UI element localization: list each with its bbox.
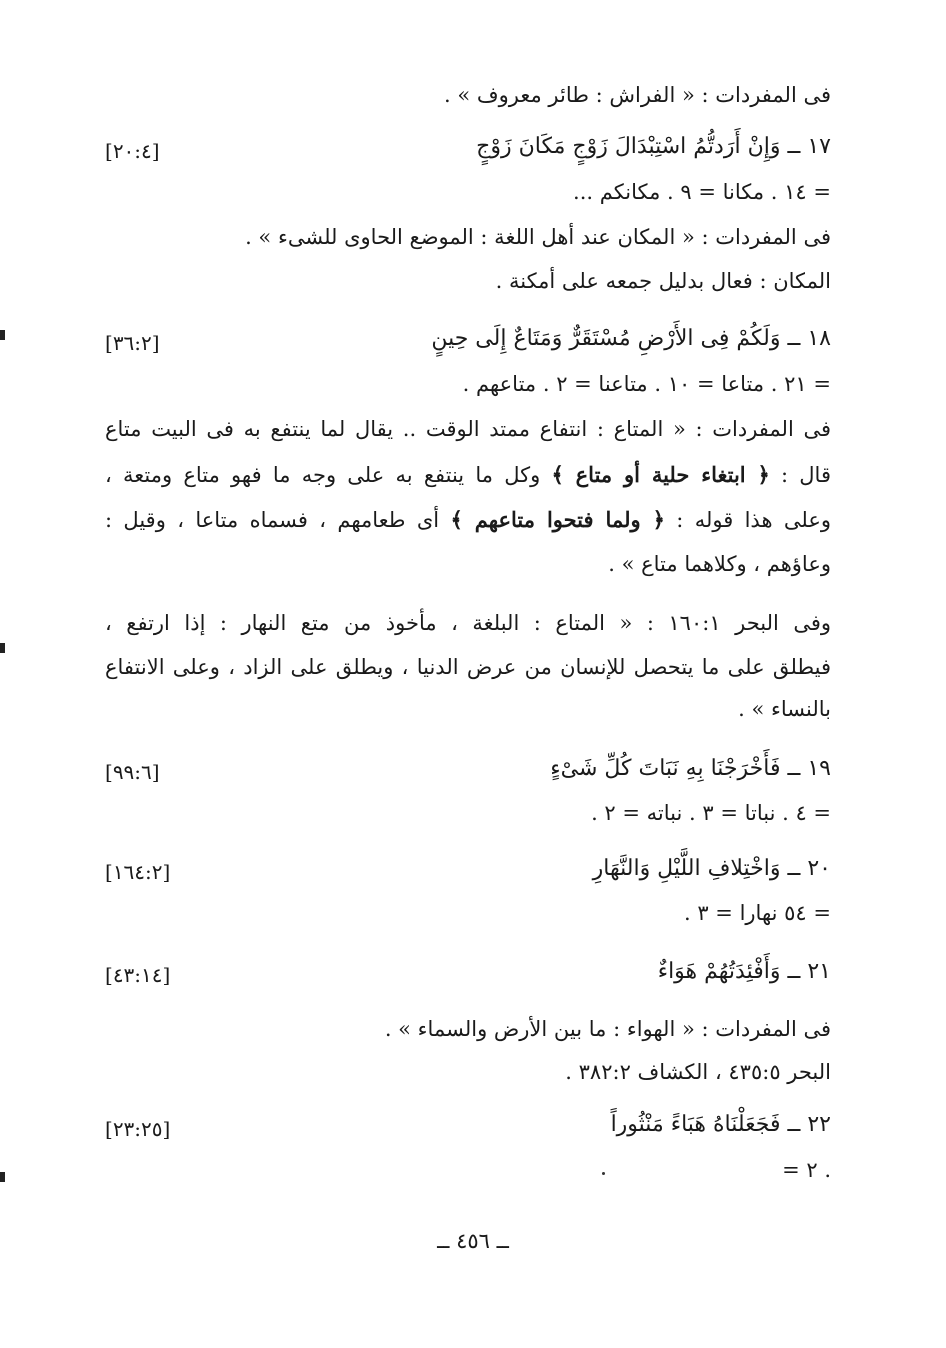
text-line: البحر ٤٣٥:٥ ، الكشاف ٣٨٢:٢ .: [565, 1060, 831, 1084]
verse-reference: [١٦٤:٢]: [105, 860, 171, 884]
margin-mark: [0, 643, 5, 653]
margin-mark: [0, 1172, 5, 1182]
verse-reference: [٢٠:٤]: [105, 139, 160, 163]
verse-18: ١٨ ــ وَلَكُمْ فِى الأَرْضِ مُسْتَقَرٌّ وَمَتَاعٌ إِلَى حِينٍ: [431, 326, 831, 351]
verse-17: ١٧ ــ وَإِنْ أَرَدتُّمُ اسْتِبْدَالَ زَوْجٍ مَكَانَ زَوْجٍ: [476, 134, 831, 159]
text-line: = ١٤ . مكانا = ٩ . مكانكم ...: [573, 180, 831, 204]
verse-19: ١٩ ــ فَأَخْرَجْنَا بِهِ نَبَاتَ كُلِّ شَىْءٍ: [550, 756, 831, 781]
ink-speck: [602, 1172, 605, 1175]
verse-reference: [٢٣:٢٥]: [105, 1117, 171, 1141]
text-line: المكان : فعال بدليل جمعه على أمكنة .: [495, 269, 831, 293]
text-line: = ٥٤ نهارا = ٣ .: [683, 901, 831, 925]
text-line: فى المفردات : « الهواء : ما بين الأرض والسماء » .: [384, 1017, 831, 1041]
text-line: فيطلق على ما يتحصل للإنسان من عرض الدنيا ، ويطلق على الزاد ، وعلى الانتفاع: [105, 655, 831, 679]
quoted-verse: ﴿ ابتغاء حلية أو متاع ﴾: [551, 462, 770, 487]
text-line: = ٢ .: [782, 1158, 831, 1182]
page-number: ــ ٤٥٦ ــ: [437, 1229, 509, 1253]
verse-reference: [٩٩:٦]: [105, 760, 160, 784]
quoted-verse: ﴿ ولما فتحوا متاعهم ﴾: [450, 507, 665, 532]
text-line: فى المفردات : « المتاع : انتفاع ممتد الوقت .. يقال لما ينتفع به فى البيت متاع: [105, 417, 831, 441]
text-line: = ٢١ . متاعا = ١٠ . متاعنا = ٢ . متاعهم .: [462, 372, 831, 396]
margin-mark: [0, 330, 5, 340]
verse-reference: [٣٦:٢]: [105, 331, 160, 355]
text-line: وعاؤهم ، وكلاهما متاع » .: [608, 552, 831, 576]
verse-21: ٢١ ــ وَأَفْئِدَتُهُمْ هَوَاءٌ: [657, 959, 831, 984]
verse-22: ٢٢ ــ فَجَعَلْنَاهُ هَبَاءً مَنْثُوراً: [610, 1112, 831, 1137]
text-line: = ٤ . نباتا = ٣ . نباته = ٢ .: [591, 801, 831, 825]
verse-reference: [٤٣:١٤]: [105, 963, 171, 987]
text-line: قال : ﴿ ابتغاء حلية أو متاع ﴾ وكل ما ينتفع به على وجه ما فهو متاع ومتعة ،: [105, 462, 831, 487]
text-line: وفى البحر ١٦٠:١ : « المتاع : البلغة ، مأخوذ من متع النهار : إذا ارتفع ،: [105, 611, 831, 635]
text-line: فى المفردات : « الفراش : طائر معروف » .: [443, 83, 831, 107]
text-line: بالنساء » .: [738, 697, 831, 721]
text-line: فى المفردات : « المكان عند أهل اللغة : الموضع الحاوى للشىء » .: [245, 225, 831, 249]
text-line: وعلى هذا قوله : ﴿ ولما فتحوا متاعهم ﴾ أى طعامهم ، فسماه متاعا ، وقيل :: [105, 507, 831, 532]
verse-20: ٢٠ ــ وَاخْتِلافِ اللَّيْلِ وَالنَّهَارِ: [592, 856, 831, 881]
